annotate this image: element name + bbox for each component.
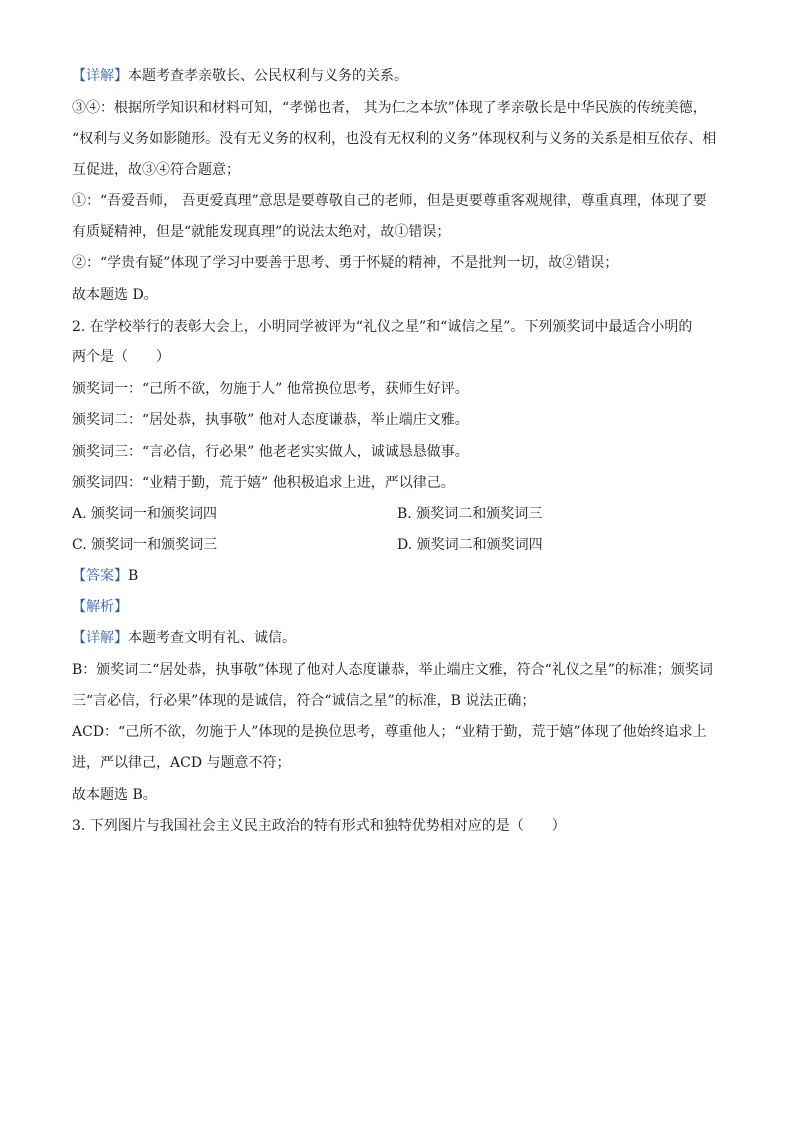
paragraph-1-line-1: ①：“吾爱吾师， 吾更爱真理”意思是要尊敬自己的老师，但是更要尊重客观规律，尊重真理，体现了要: [72, 193, 707, 209]
question-3-stem: 3. 下列图片与我国社会主义民主政治的特有形式和独特优势相对应的是（ ）: [72, 818, 566, 834]
detail-tag-2: 【详解】: [72, 630, 128, 646]
award-2: 颁奖词二：“居处恭，执事敬” 他对人态度谦恭，举止端庄文雅。: [72, 412, 469, 428]
award-3: 颁奖词三：“言必信，行必果” 他老老实实做人，诚诚恳恳做事。: [72, 444, 469, 460]
conclusion-1: 故本题选 D。: [72, 287, 158, 303]
conclusion-2: 故本题选 B。: [72, 787, 157, 803]
award-4: 颁奖词四：“业精于勤，荒于嬉” 他积极追求上进，严以律己。: [72, 475, 455, 491]
explanation-acd-line-2: 进，严以律己，ACD 与题意不符；: [72, 755, 291, 771]
detail-text: 本题考查孝亲敬长、公民权利与义务的关系。: [128, 68, 408, 84]
detail-text-2: 本题考查文明有礼、诚信。: [128, 630, 296, 646]
award-1: 颁奖词一：“己所不欲，勿施于人” 他常换位思考，获师生好评。: [72, 381, 469, 397]
answer-line: [72, 566, 138, 586]
paragraph-1-line-2: 有质疑精神，但是“就能发现真理”的说法太绝对，故①错误；: [72, 224, 451, 240]
paragraph-34-line-3: 互促进，故③④符合题意；: [72, 162, 240, 178]
question-2-stem-line-2: 两个是（ ）: [72, 349, 170, 365]
detail-tag: 【详解】: [72, 68, 128, 84]
answer-tag: 【答案】: [72, 568, 128, 584]
analysis-tag: 【解析】: [72, 599, 128, 615]
analysis-line: [72, 597, 128, 617]
option-a: A. 颁奖词一和颁奖词四: [72, 506, 218, 522]
option-d: D. 颁奖词二和颁奖词四: [397, 537, 543, 553]
explanation-b-line-2: 三“言必信，行必果”体现的是诚信，符合“诚信之星”的标准，B 说法正确；: [72, 693, 536, 709]
paragraph-34-line-1: ③④：根据所学知识和材料可知，“孝悌也者， 其为仁之本欤”体现了孝亲敬长是中华民族的传统美德，: [72, 100, 707, 116]
option-b: B. 颁奖词二和颁奖词三: [397, 506, 543, 522]
explanation-acd-line-1: ACD：“己所不欲，勿施于人”体现的是换位思考，尊重他人；“业精于勤，荒于嬉”体现了他始终追求上: [72, 724, 707, 740]
option-c: C. 颁奖词一和颁奖词三: [72, 537, 218, 553]
answer-value: B: [128, 568, 139, 584]
paragraph-2: ②：“学贵有疑”体现了学习中要善于思考、勇于怀疑的精神，不是批判一切，故②错误；: [72, 255, 619, 271]
detail-line-2: [72, 628, 296, 648]
paragraph-34-line-2: “权利与义务如影随形。没有无义务的权利，也没有无权利的义务”体现权利与义务的关系是相互依存、相: [72, 131, 717, 147]
explanation-b-line-1: B：颁奖词二“居处恭，执事敬”体现了他对人态度谦恭，举止端庄文雅，符合“礼仪之星”的标准；颁奖词: [72, 662, 713, 678]
question-2-stem-line-1: 2. 在学校举行的表彰大会上，小明同学被评为“礼仪之星”和“诚信之星”。下列颁奖词中最适合小明的: [72, 319, 693, 335]
detail-line-1: [72, 66, 408, 86]
